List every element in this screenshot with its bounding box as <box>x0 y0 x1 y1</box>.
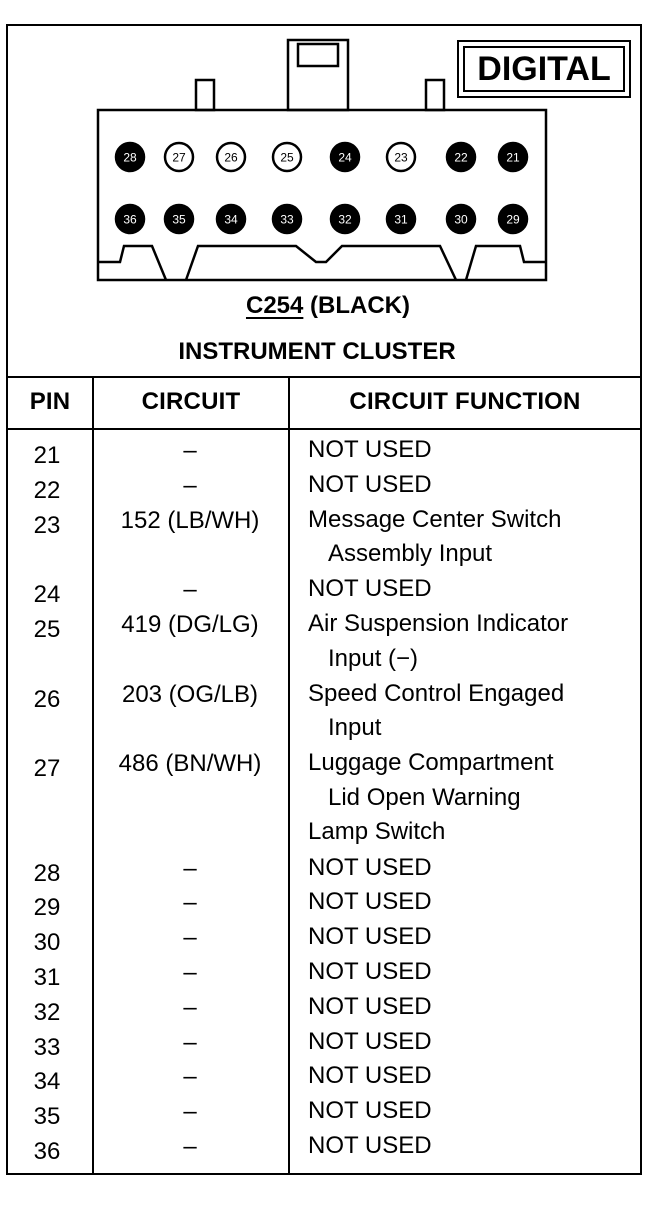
function-line: NOT USED <box>308 888 432 916</box>
function-line: NOT USED <box>308 1132 432 1159</box>
pin-cavity-32 <box>331 205 359 233</box>
pin-number-label: 30 <box>454 212 468 227</box>
connector-post-left <box>196 80 214 110</box>
row-pin: 29 <box>33 894 61 922</box>
row-circuit-function <box>308 503 638 572</box>
connector-post-right <box>426 80 444 110</box>
row-circuit: – <box>183 1063 197 1091</box>
row-circuit-function <box>308 1129 638 1164</box>
row-circuit: – <box>183 437 197 464</box>
row-circuit: – <box>183 959 197 986</box>
pin-cavity-29 <box>499 205 527 233</box>
connector-latch-window <box>298 44 338 66</box>
pin-number-label: 28 <box>123 150 137 165</box>
row-circuit-function <box>308 1059 638 1094</box>
row-circuit-function <box>308 746 638 850</box>
function-line: Luggage Compartment <box>308 749 554 777</box>
row-circuit: 152 (LB/WH) <box>120 506 260 534</box>
pin-cavity-31 <box>387 205 415 233</box>
pin-cavity-25 <box>273 143 301 171</box>
pin-cavity-28 <box>116 143 144 171</box>
row-pin: 36 <box>33 1138 61 1165</box>
row-pin: 26 <box>33 685 61 713</box>
function-line: Lamp Switch <box>308 818 446 846</box>
pin-number-label: 25 <box>280 150 294 165</box>
function-line: NOT USED <box>308 436 432 463</box>
pin-cavity-21 <box>499 143 527 171</box>
pin-number-label: 29 <box>506 212 520 227</box>
pin-number-label: 23 <box>394 150 408 165</box>
connector-key-center <box>186 246 456 280</box>
connector-color: (BLACK) <box>310 292 411 319</box>
pin-cavity-23 <box>387 143 415 171</box>
pin-number-label: 33 <box>280 212 294 227</box>
row-circuit-function <box>308 990 638 1025</box>
row-pin: 27 <box>33 755 61 783</box>
pin-number-label: 21 <box>506 150 520 165</box>
function-line: NOT USED <box>308 1062 432 1090</box>
row-pin: 25 <box>33 616 61 643</box>
connector-title <box>0 292 656 320</box>
function-line: Lid Open Warning <box>328 783 521 811</box>
function-line: NOT USED <box>308 1027 432 1055</box>
row-circuit-function <box>308 1025 638 1060</box>
connector-key-right <box>466 246 546 280</box>
pin-cavity-34 <box>217 205 245 233</box>
row-circuit: – <box>183 1028 197 1056</box>
row-circuit: – <box>183 1133 197 1160</box>
function-line: NOT USED <box>308 923 432 951</box>
pin-number-label: 36 <box>123 212 137 227</box>
row-circuit-function <box>308 433 638 468</box>
table-top-rule <box>6 376 642 378</box>
row-circuit: 419 (DG/LG) <box>121 611 259 638</box>
function-line: NOT USED <box>308 992 432 1020</box>
pin-cavity-35 <box>165 205 193 233</box>
pin-cavity-26 <box>217 143 245 171</box>
row-circuit: – <box>183 854 197 882</box>
column-divider-pin <box>92 376 94 1175</box>
row-circuit-function <box>308 955 638 990</box>
header-pin: PIN <box>29 388 71 415</box>
row-pin: 24 <box>33 581 61 609</box>
function-line: Air Suspension Indicator <box>308 610 569 637</box>
pin-number-label: 22 <box>454 150 468 165</box>
row-circuit-function <box>308 607 638 676</box>
digital-badge-label: DIGITAL <box>463 46 625 92</box>
pin-number-label: 27 <box>172 150 186 165</box>
row-circuit-function <box>308 851 638 886</box>
function-line: Input <box>328 714 382 742</box>
row-pin: 34 <box>33 1068 61 1096</box>
row-circuit-function <box>308 1094 638 1129</box>
connector-id: C254 <box>245 292 304 319</box>
pin-cavity-36 <box>116 205 144 233</box>
row-pin: 23 <box>33 511 61 539</box>
pin-number-label: 26 <box>224 150 238 165</box>
row-circuit-function <box>308 468 638 503</box>
pin-number-label: 24 <box>338 150 352 165</box>
connector-key-left <box>98 246 166 280</box>
header-circuit: CIRCUIT <box>141 388 241 415</box>
pin-number-label: 32 <box>338 212 352 227</box>
pin-cavity-27 <box>165 143 193 171</box>
row-circuit: – <box>183 924 197 952</box>
row-circuit-function <box>308 572 638 607</box>
function-line: Input (−) <box>328 644 419 672</box>
function-line: NOT USED <box>308 958 432 985</box>
pin-cavity-24 <box>331 143 359 171</box>
table-header-rule <box>6 428 642 430</box>
row-circuit: 486 (BN/WH) <box>118 750 262 778</box>
function-line: NOT USED <box>308 1097 432 1125</box>
row-circuit-function <box>308 920 638 955</box>
row-circuit: – <box>183 1098 197 1126</box>
row-pin: 28 <box>33 859 61 887</box>
component-title: INSTRUMENT CLUSTER <box>178 338 456 365</box>
pin-number-label: 31 <box>394 212 408 227</box>
connector-body <box>98 110 546 280</box>
row-circuit: 203 (OG/LB) <box>121 680 259 708</box>
header-circuit-function: CIRCUIT FUNCTION <box>349 388 581 415</box>
row-pin: 35 <box>33 1103 61 1131</box>
row-pin: 32 <box>33 998 61 1026</box>
function-line: NOT USED <box>308 853 432 881</box>
function-line: NOT USED <box>308 575 432 603</box>
pin-number-label: 34 <box>224 212 238 227</box>
row-circuit: – <box>183 889 197 917</box>
row-pin: 33 <box>33 1033 61 1061</box>
row-pin: 21 <box>33 442 61 469</box>
row-circuit-function <box>308 885 638 920</box>
row-circuit: – <box>183 993 197 1021</box>
row-pin: 31 <box>33 964 61 991</box>
pin-cavity-30 <box>447 205 475 233</box>
row-circuit-function <box>308 677 638 746</box>
pin-cavity-22 <box>447 143 475 171</box>
function-line: NOT USED <box>308 470 432 498</box>
row-circuit: – <box>183 576 197 604</box>
pin-cavity-33 <box>273 205 301 233</box>
row-circuit: – <box>183 471 197 499</box>
row-pin: 30 <box>33 929 61 957</box>
function-line: Message Center Switch <box>308 505 562 533</box>
row-pin: 22 <box>33 476 61 504</box>
function-line: Speed Control Engaged <box>308 679 565 707</box>
column-divider-circuit <box>288 376 290 1175</box>
function-line: Assembly Input <box>328 540 493 568</box>
pin-number-label: 35 <box>172 212 186 227</box>
digital-badge <box>457 40 631 98</box>
